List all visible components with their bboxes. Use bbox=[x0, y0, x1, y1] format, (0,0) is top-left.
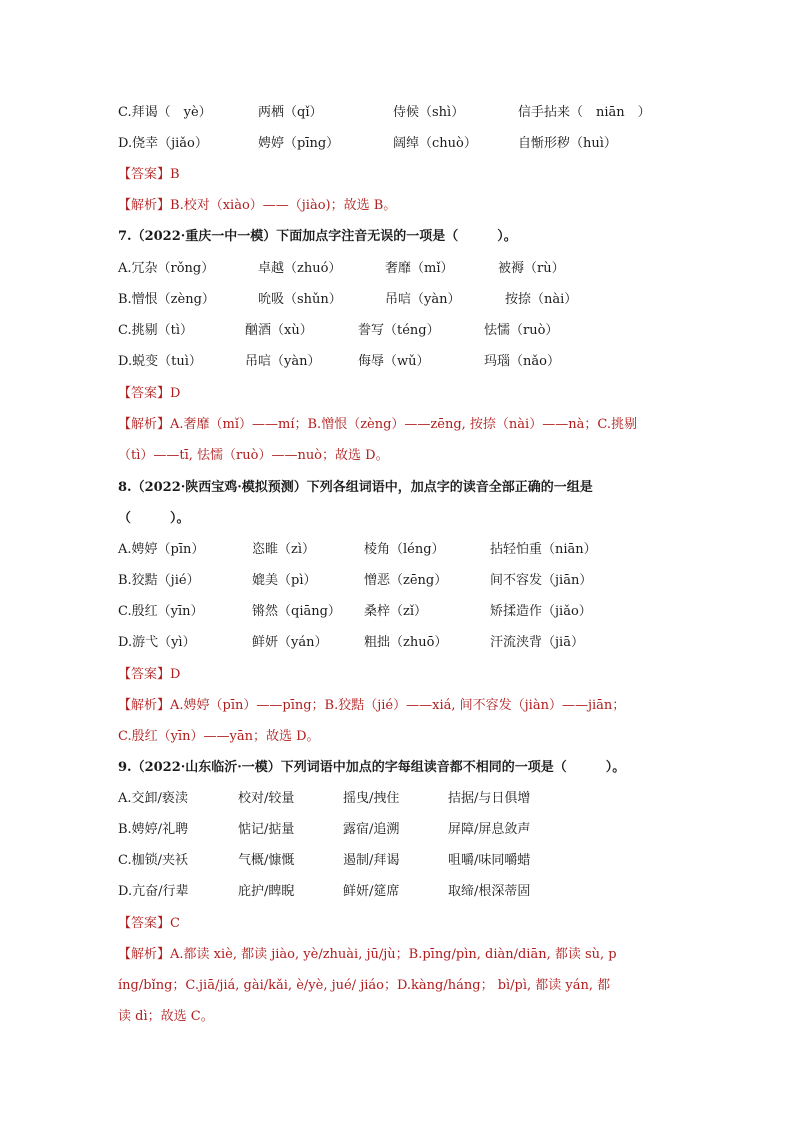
q6-c-item-3: 侍候（shì） bbox=[393, 105, 465, 120]
q7-b-item-2: 吮吸（shǔn） bbox=[258, 292, 342, 307]
answer-value: B bbox=[170, 167, 180, 182]
q8-d-item-4: 汗流浃背（jiā） bbox=[490, 635, 584, 650]
q9-d-item-4: 取缔/根深蒂固 bbox=[448, 884, 531, 899]
q9-b-item-4: 屏障/屏息敛声 bbox=[448, 822, 531, 837]
q6-d-item-4: 自惭形秽（huì） bbox=[518, 136, 617, 151]
q9-d-item-3: 鲜妍/筵席 bbox=[343, 884, 400, 899]
q8-d-item-3: 粗拙（zhuō） bbox=[364, 635, 448, 650]
q8-c-item-3: 桑梓（zǐ） bbox=[364, 604, 428, 619]
q7-explanation-line-1 bbox=[118, 417, 637, 433]
explanation-text: B.校对（xiào）——（jiào)；故选 B。 bbox=[170, 198, 397, 213]
q9-a-item-4: 拮据/与日俱增 bbox=[448, 791, 531, 806]
q8-c-item-2: 锵然（qiāng） bbox=[252, 604, 341, 619]
explanation-label: 【解析】 bbox=[118, 417, 171, 432]
answer-label: 【答案】 bbox=[118, 667, 171, 682]
q9-explanation-line-1 bbox=[118, 947, 617, 963]
q6-c-item-1: C.拜谒（ yè） bbox=[118, 105, 212, 120]
q9-b-item-3: 露宿/追溯 bbox=[343, 822, 400, 837]
q7-c-item-1: C.挑剔（tì） bbox=[118, 323, 193, 338]
q8-title-line-1: 8.（2022·陕西宝鸡·模拟预测）下列各组词语中，加点字的读音全部正确的一组是 bbox=[118, 480, 593, 495]
q7-b-item-4: 按捺（nài） bbox=[505, 292, 578, 307]
q6-d-item-1: D.侥幸（jiǎo） bbox=[118, 136, 208, 151]
answer-label: 【答案】 bbox=[118, 916, 171, 931]
q6-d-item-3: 阔绰（chuò） bbox=[393, 136, 477, 151]
explanation-text: A.娉婷（pīn）——pīng；B.狡黠（jié）——xiá, 间不容发（jiàn）——jiān； bbox=[170, 698, 626, 713]
q8-explanation-line-2: C.殷红（yīn）——yān；故选 D。 bbox=[118, 729, 320, 744]
q7-d-item-1: D.蜕变（tuì） bbox=[118, 354, 202, 369]
q9-explanation-line-2: íng/bǐng；C.jiā/jiá, gài/kǎi, è/yè, jué/ jiáo；D.kàng/háng； bì/pì, 都读 yán, 都 bbox=[118, 978, 611, 993]
q6-answer bbox=[118, 167, 180, 183]
q8-a-item-3: 棱角（léng） bbox=[364, 542, 445, 557]
q9-title: 9.（2022·山东临沂·一模）下列词语中加点的字每组读音都不相同的一项是（ ）。 bbox=[118, 760, 626, 775]
explanation-text: A.奢靡（mǐ）——mí；B.憎恨（zèng）——zēng, 按捺（nài）——nà；C.挑剔 bbox=[170, 417, 637, 432]
q9-a-item-2: 校对/较量 bbox=[238, 791, 295, 806]
q8-c-item-1: C.殷红（yīn） bbox=[118, 604, 204, 619]
answer-value: D bbox=[170, 667, 181, 682]
q7-answer bbox=[118, 386, 180, 402]
q7-b-item-1: B.憎恨（zèng） bbox=[118, 292, 215, 307]
q9-d-item-2: 庇护/睥睨 bbox=[238, 884, 295, 899]
q9-c-item-4: 咀嚼/味同嚼蜡 bbox=[448, 853, 531, 868]
answer-label: 【答案】 bbox=[118, 167, 171, 182]
q8-answer bbox=[118, 667, 180, 683]
q7-c-item-2: 酗酒（xù） bbox=[245, 323, 313, 338]
q6-c-item-4: 信手拈来（ niān ） bbox=[518, 105, 651, 120]
q7-d-item-3: 侮辱（wǔ） bbox=[358, 354, 430, 369]
q8-d-item-1: D.游弋（yì） bbox=[118, 635, 196, 650]
q9-a-item-1: A.交卸/亵渎 bbox=[118, 791, 188, 806]
q8-explanation-line-1 bbox=[118, 698, 625, 714]
q9-explanation-line-3: 读 dì；故选 C。 bbox=[118, 1009, 214, 1024]
q9-c-item-2: 气概/慷慨 bbox=[238, 853, 295, 868]
q6-explanation bbox=[118, 198, 396, 214]
q8-b-item-1: B.狡黠（jié） bbox=[118, 573, 200, 588]
explanation-label: 【解析】 bbox=[118, 698, 171, 713]
explanation-text: A.都读 xiè, 都读 jiào, yè/zhuài, jū/jù；B.pīng/pìn, diàn/diān, 都读 sù, p bbox=[170, 947, 617, 962]
answer-value: D bbox=[170, 386, 181, 401]
q8-c-item-4: 矫揉造作（jiǎo） bbox=[490, 604, 592, 619]
q8-b-item-2: 媲美（pì） bbox=[252, 573, 317, 588]
q9-c-item-3: 遏制/拜谒 bbox=[343, 853, 400, 868]
q7-c-item-4: 怯懦（ruò） bbox=[484, 323, 559, 338]
explanation-label: 【解析】 bbox=[118, 198, 171, 213]
q8-title-line-2: （ ）。 bbox=[118, 511, 190, 526]
q7-a-item-3: 奢靡（mǐ） bbox=[385, 261, 454, 276]
q8-d-item-2: 鲜妍（yán） bbox=[252, 635, 328, 650]
q7-d-item-4: 玛瑙（nǎo） bbox=[484, 354, 560, 369]
q7-a-item-2: 卓越（zhuó） bbox=[258, 261, 342, 276]
q9-b-item-2: 惦记/掂量 bbox=[238, 822, 295, 837]
q7-a-item-4: 被褥（rù） bbox=[498, 261, 565, 276]
q8-a-item-4: 拈轻怕重（niān） bbox=[490, 542, 597, 557]
q9-c-item-1: C.枷锁/夹袄 bbox=[118, 853, 188, 868]
q9-a-item-3: 摇曳/拽住 bbox=[343, 791, 400, 806]
q8-b-item-4: 间不容发（jiān） bbox=[490, 573, 593, 588]
explanation-label: 【解析】 bbox=[118, 947, 171, 962]
q7-explanation-line-2: （tì）——tī, 怯懦（ruò）——nuò；故选 D。 bbox=[118, 448, 389, 463]
q9-d-item-1: D.亢奋/行辈 bbox=[118, 884, 189, 899]
answer-label: 【答案】 bbox=[118, 386, 171, 401]
answer-value: C bbox=[170, 916, 180, 931]
q7-b-item-3: 吊唁（yàn） bbox=[385, 292, 461, 307]
q8-a-item-1: A.娉婷（pīn） bbox=[118, 542, 205, 557]
q7-d-item-2: 吊唁（yàn） bbox=[245, 354, 321, 369]
q7-a-item-1: A.冗杂（rǒng） bbox=[118, 261, 215, 276]
q8-a-item-2: 恣睢（zì） bbox=[252, 542, 316, 557]
q9-answer bbox=[118, 916, 180, 932]
q6-c-item-2: 两栖（qǐ） bbox=[258, 105, 323, 120]
q7-c-item-3: 誊写（téng） bbox=[358, 323, 440, 338]
q9-b-item-1: B.娉婷/礼聘 bbox=[118, 822, 189, 837]
q7-title: 7.（2022·重庆一中一模）下面加点字注音无误的一项是（ ）。 bbox=[118, 229, 517, 244]
q6-d-item-2: 娉婷（pīng） bbox=[258, 136, 340, 151]
q8-b-item-3: 憎恶（zēng） bbox=[364, 573, 448, 588]
